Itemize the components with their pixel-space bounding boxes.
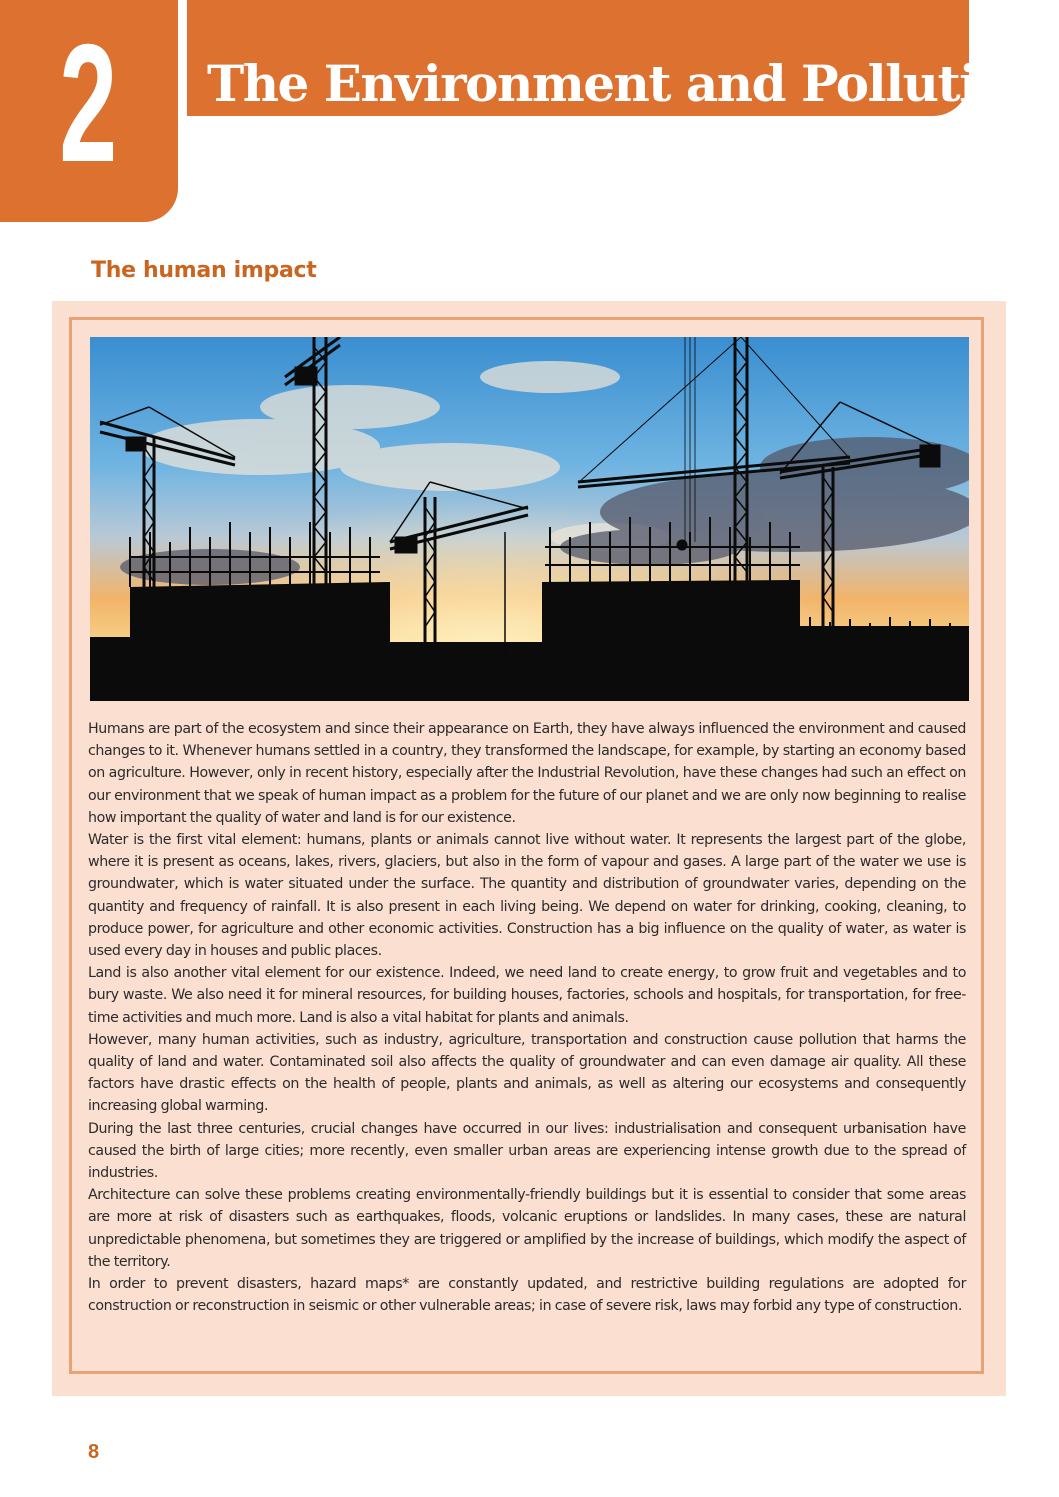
- paragraph-architecture: Architecture can solve these problems creating environmentally-friendly buildings but it is essential to consider that some areas are more at risk of disasters such as earthquakes, floods, volcanic eruptions or landslides. In many cases, these are natural unpredictable phenomena, but sometimes they are triggered or amplified by the increase of buildings, which modify the aspect of the territory.: [88, 1187, 966, 1270]
- page-number: 8: [88, 1441, 100, 1463]
- article-body: [88, 718, 966, 1317]
- paragraph-urbanisation: During the last three centuries, crucial changes have occurred in our lives: industrialisation and consequent urbanisation have caused the birth of large cities; more recently, even smaller urban areas are experiencing intense growth due to the spread of industries.: [88, 1120, 966, 1182]
- chapter-title-bar: [187, 0, 1044, 116]
- section-heading: The human impact: [91, 258, 317, 283]
- chapter-title: The Environment and Pollution: [207, 54, 1044, 113]
- paragraph-hazard-maps: In order to prevent disasters, hazard maps* are constantly updated, and restrictive building regulations are adopted for construction or reconstruction in seismic or other vulnerable areas; in case of severe risk, laws may forbid any type of construction.: [88, 1276, 966, 1315]
- chapter-number: 2: [59, 9, 118, 197]
- construction-cranes-sunset-icon: [90, 337, 969, 701]
- paragraph-human-ecosystem: Humans are part of the ecosystem and since their appearance on Earth, they have always influenced the environment and caused changes to it. Whenever humans settled in a country, they transformed the landscape, for example, by starting an economy based on agriculture. However, only in recent history, especially after the Industrial Revolution, have these changes had such an effect on our environment that we speak of human impact as a problem for the future of our planet and we are only now beginning to realise how important the quality of water and land is for our existence.: [88, 721, 966, 826]
- paragraph-land: Land is also another vital element for our existence. Indeed, we need land to create energy, to grow fruit and vegetables and to bury waste. We also need it for mineral resources, for building houses, factories, schools and hospitals, for transportation, for free-time activities and much more. Land is also a vital habitat for plants and animals.: [88, 965, 966, 1026]
- paragraph-pollution: However, many human activities, such as industry, agriculture, transportation and construction cause pollution that harms the quality of land and water. Contaminated soil also affects the quality of groundwater and can even damage air quality. All these factors have drastic effects on the health of people, plants and animals, as well as altering our ecosystems and consequently increasing global warming.: [88, 1031, 966, 1115]
- paragraph-water: Water is the first vital element: humans, plants or animals cannot live without water. It represents the largest part of the globe, where it is present as oceans, lakes, rivers, glaciers, but also in the form of vapour and gases. A large part of the water we use is groundwater, which is water situated under the surface. The quantity and distribution of groundwater varies, depending on the quantity and frequency of rainfall. It is also present in each living being. We depend on water for drinking, cooking, cleaning, to produce power, for agriculture and other economic activities. Construction has a big influence on the quality of water, as water is used every day in houses and public places.: [88, 832, 966, 960]
- chapter-number-block: [0, 0, 178, 222]
- construction-cranes-photo: [90, 337, 969, 701]
